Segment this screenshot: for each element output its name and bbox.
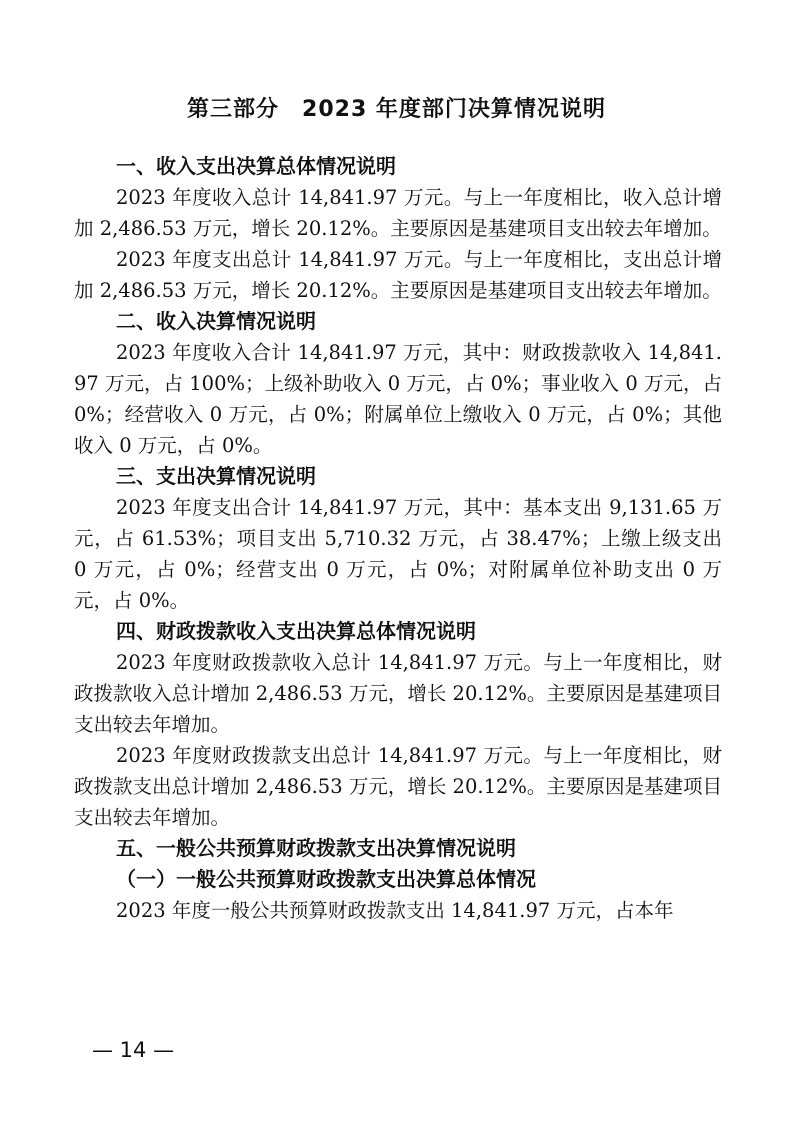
paragraph-fiscal-expense: 2023 年度财政拨款支出总计 14,841.97 万元。与上一年度相比，财政拨款支出总计增加 2,486.53 万元，增长 20.12%。主要原因是基建项目支出较去年增加。 [74, 744, 722, 829]
paragraph-expense-total: 2023 年度支出总计 14,841.97 万元。与上一年度相比，支出总计增加 2,486.53 万元，增长 20.12%。主要原因是基建项目支出较去年增加。 [74, 248, 722, 302]
paragraph-fiscal-income: 2023 年度财政拨款收入总计 14,841.97 万元。与上一年度相比，财政拨款收入总计增加 2,486.53 万元，增长 20.12%。主要原因是基建项目支出较去年增加。 [74, 651, 722, 736]
paragraph-income-total: 2023 年度收入总计 14,841.97 万元。与上一年度相比，收入总计增加 2,486.53 万元，增长 20.12%。主要原因是基建项目支出较去年增加。 [74, 186, 722, 240]
page-number: — 14 — [92, 1038, 175, 1062]
section-heading-1: 一、收入支出决算总体情况说明 [116, 154, 396, 178]
section-heading-3: 三、支出决算情况说明 [116, 464, 316, 488]
page-title: 第三部分 2023 年度部门决算情况说明 [187, 97, 606, 122]
paragraph-income-detail: 2023 年度收入合计 14,841.97 万元，其中：财政拨款收入 14,841.97 万元，占 100%；上级补助收入 0 万元，占 0%；事业收入 0 万元，占 0%；经营收入 0 万元，占 0%；附属单位上缴收入 0 万元，占 0%；其他收入 0 万元，占 0%。 [74, 341, 722, 457]
paragraph-general-budget: 2023 年度一般公共预算财政拨款支出 14,841.97 万元，占本年 [116, 899, 674, 922]
section-heading-5: 五、一般公共预算财政拨款支出决算情况说明 [116, 836, 516, 860]
section-heading-2: 二、收入决算情况说明 [116, 309, 316, 333]
document-body [74, 151, 722, 926]
subsection-heading-5-1: （一）一般公共预算财政拨款支出决算总体情况 [116, 867, 536, 891]
section-heading-4: 四、财政拨款收入支出决算总体情况说明 [116, 619, 476, 643]
paragraph-expense-detail: 2023 年度支出合计 14,841.97 万元，其中：基本支出 9,131.65 万元，占 61.53%；项目支出 5,710.32 万元，占 38.47%；上缴上级支出 0 万元，占 0%；经营支出 0 万元，占 0%；对附属单位补助支出 0 万元，占 0%。 [74, 496, 722, 612]
